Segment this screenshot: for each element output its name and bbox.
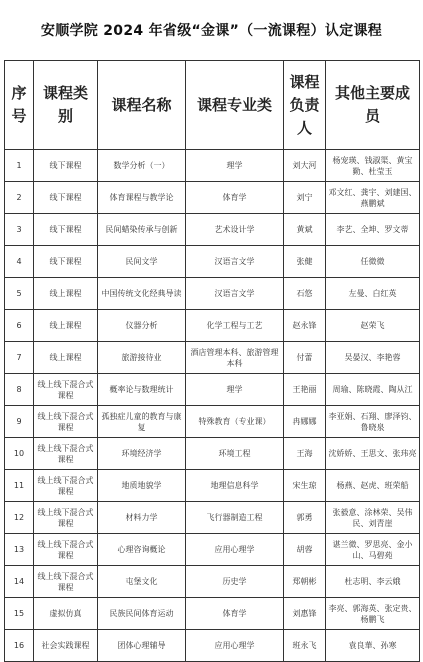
cell-course-name: 心理咨询概论 xyxy=(98,534,186,566)
cell-members: 杜志明、李云娥 xyxy=(326,566,420,598)
cell-lead: 胡蓉 xyxy=(284,534,326,566)
cell-members: 袁良華、孙寒 xyxy=(326,630,420,662)
cell-index: 6 xyxy=(5,310,34,342)
cell-index: 11 xyxy=(5,470,34,502)
cell-members: 杨燕、赵虎、班荣船 xyxy=(326,470,420,502)
cell-major: 应用心理学 xyxy=(186,534,284,566)
cell-index: 13 xyxy=(5,534,34,566)
cell-lead: 王艳丽 xyxy=(284,374,326,406)
cell-course-name: 仪器分析 xyxy=(98,310,186,342)
cell-members: 李艺、全坤、罗文蒂 xyxy=(326,214,420,246)
header-course-name: 课程名称 xyxy=(98,61,186,150)
cell-category: 线上课程 xyxy=(34,342,98,374)
cell-course-name: 民族民间体育运动 xyxy=(98,598,186,630)
cell-category: 线下课程 xyxy=(34,150,98,182)
table-row xyxy=(5,310,420,342)
header-category: 课程类别 xyxy=(34,61,98,150)
cell-category: 社会实践课程 xyxy=(34,630,98,662)
cell-lead: 黄斌 xyxy=(284,214,326,246)
table-row xyxy=(5,534,420,566)
cell-category: 线上课程 xyxy=(34,310,98,342)
cell-members: 杨宠瑛、钱淑渠、黄宝勤、杜莹玉 xyxy=(326,150,420,182)
cell-course-name: 地质地貌学 xyxy=(98,470,186,502)
cell-major: 应用心理学 xyxy=(186,630,284,662)
cell-category: 线上线下混合式课程 xyxy=(34,502,98,534)
cell-index: 5 xyxy=(5,278,34,310)
cell-course-name: 中国传统文化经典导读 xyxy=(98,278,186,310)
cell-major: 理学 xyxy=(186,150,284,182)
header-index: 序号 xyxy=(5,61,34,150)
table-row xyxy=(5,374,420,406)
cell-members: 李亚娟、石翔、廖泽钧、鲁晓泉 xyxy=(326,406,420,438)
cell-lead: 宋生琼 xyxy=(284,470,326,502)
cell-major: 汉语言文学 xyxy=(186,246,284,278)
cell-index: 9 xyxy=(5,406,34,438)
cell-lead: 付蕾 xyxy=(284,342,326,374)
cell-course-name: 民间文学 xyxy=(98,246,186,278)
cell-lead: 冉娜娜 xyxy=(284,406,326,438)
cell-index: 1 xyxy=(5,150,34,182)
cell-index: 7 xyxy=(5,342,34,374)
cell-course-name: 旅游接待业 xyxy=(98,342,186,374)
table-row xyxy=(5,182,420,214)
cell-course-name: 数学分析（一） xyxy=(98,150,186,182)
cell-category: 线下课程 xyxy=(34,214,98,246)
cell-major: 理学 xyxy=(186,374,284,406)
cell-lead: 班永飞 xyxy=(284,630,326,662)
table-row xyxy=(5,246,420,278)
cell-major: 酒店管理本科、旅游管理本科 xyxy=(186,342,284,374)
cell-members: 沈娇娇、王思文、张玮亮 xyxy=(326,438,420,470)
cell-category: 线上线下混合式课程 xyxy=(34,470,98,502)
cell-major: 地理信息科学 xyxy=(186,470,284,502)
cell-members: 邓文红、龚宇、刘建国、燕鹏斌 xyxy=(326,182,420,214)
course-table xyxy=(4,60,420,662)
cell-members: 周瑜、陈晓霞、陶从江 xyxy=(326,374,420,406)
cell-lead: 郑朝彬 xyxy=(284,566,326,598)
cell-course-name: 孤独症儿童的教育与康复 xyxy=(98,406,186,438)
cell-category: 线上线下混合式课程 xyxy=(34,374,98,406)
header-members: 其他主要成员 xyxy=(326,61,420,150)
table-row xyxy=(5,278,420,310)
table-row xyxy=(5,438,420,470)
cell-members: 赵荣飞 xyxy=(326,310,420,342)
cell-index: 12 xyxy=(5,502,34,534)
cell-members: 李亮、郭海英、张定贵、杨鹏飞 xyxy=(326,598,420,630)
table-row xyxy=(5,406,420,438)
cell-members: 吴晏汉、李艳蓉 xyxy=(326,342,420,374)
cell-course-name: 环境经济学 xyxy=(98,438,186,470)
cell-category: 线上课程 xyxy=(34,278,98,310)
cell-major: 艺术设计学 xyxy=(186,214,284,246)
cell-course-name: 体育课程与教学论 xyxy=(98,182,186,214)
cell-course-name: 概率论与数理统计 xyxy=(98,374,186,406)
cell-category: 线上线下混合式课程 xyxy=(34,534,98,566)
table-row xyxy=(5,502,420,534)
cell-lead: 刘大河 xyxy=(284,150,326,182)
cell-major: 环境工程 xyxy=(186,438,284,470)
cell-index: 14 xyxy=(5,566,34,598)
cell-category: 线上线下混合式课程 xyxy=(34,406,98,438)
cell-index: 4 xyxy=(5,246,34,278)
cell-members: 谌兰微、罗思亮、金小山、马碧苑 xyxy=(326,534,420,566)
cell-course-name: 团体心理辅导 xyxy=(98,630,186,662)
cell-lead: 张健 xyxy=(284,246,326,278)
cell-course-name: 民间蜡染传承与创新 xyxy=(98,214,186,246)
table-row xyxy=(5,214,420,246)
table-row xyxy=(5,342,420,374)
header-major: 课程专业类 xyxy=(186,61,284,150)
cell-index: 10 xyxy=(5,438,34,470)
cell-major: 体育学 xyxy=(186,182,284,214)
cell-lead: 郭勇 xyxy=(284,502,326,534)
cell-members: 任微微 xyxy=(326,246,420,278)
cell-index: 15 xyxy=(5,598,34,630)
cell-major: 汉语言文学 xyxy=(186,278,284,310)
table-row xyxy=(5,150,420,182)
cell-lead: 刘惠锋 xyxy=(284,598,326,630)
table-header-row xyxy=(5,61,420,150)
cell-course-name: 屯堡文化 xyxy=(98,566,186,598)
cell-major: 特殊教育（专业课） xyxy=(186,406,284,438)
table-row xyxy=(5,598,420,630)
cell-category: 线上线下混合式课程 xyxy=(34,438,98,470)
document-title: 安顺学院 2024 年省级“金课”（一流课程）认定课程 xyxy=(40,23,383,39)
cell-lead: 石悠 xyxy=(284,278,326,310)
cell-index: 8 xyxy=(5,374,34,406)
cell-members: 张毅意、涂林荣、吴伟民、刘青崖 xyxy=(326,502,420,534)
cell-lead: 王海 xyxy=(284,438,326,470)
cell-course-name: 材料力学 xyxy=(98,502,186,534)
cell-major: 体育学 xyxy=(186,598,284,630)
cell-members: 左曼、白红英 xyxy=(326,278,420,310)
cell-category: 线下课程 xyxy=(34,246,98,278)
cell-category: 线下课程 xyxy=(34,182,98,214)
table-row xyxy=(5,470,420,502)
cell-index: 3 xyxy=(5,214,34,246)
cell-category: 虚拟仿真 xyxy=(34,598,98,630)
cell-lead: 刘宁 xyxy=(284,182,326,214)
table-row xyxy=(5,630,420,662)
cell-major: 历史学 xyxy=(186,566,284,598)
cell-category: 线上线下混合式课程 xyxy=(34,566,98,598)
cell-major: 飞行器制造工程 xyxy=(186,502,284,534)
cell-major: 化学工程与工艺 xyxy=(186,310,284,342)
table-row xyxy=(5,566,420,598)
cell-lead: 赵永锋 xyxy=(284,310,326,342)
cell-index: 16 xyxy=(5,630,34,662)
cell-index: 2 xyxy=(5,182,34,214)
header-lead: 课程负责人 xyxy=(284,61,326,150)
